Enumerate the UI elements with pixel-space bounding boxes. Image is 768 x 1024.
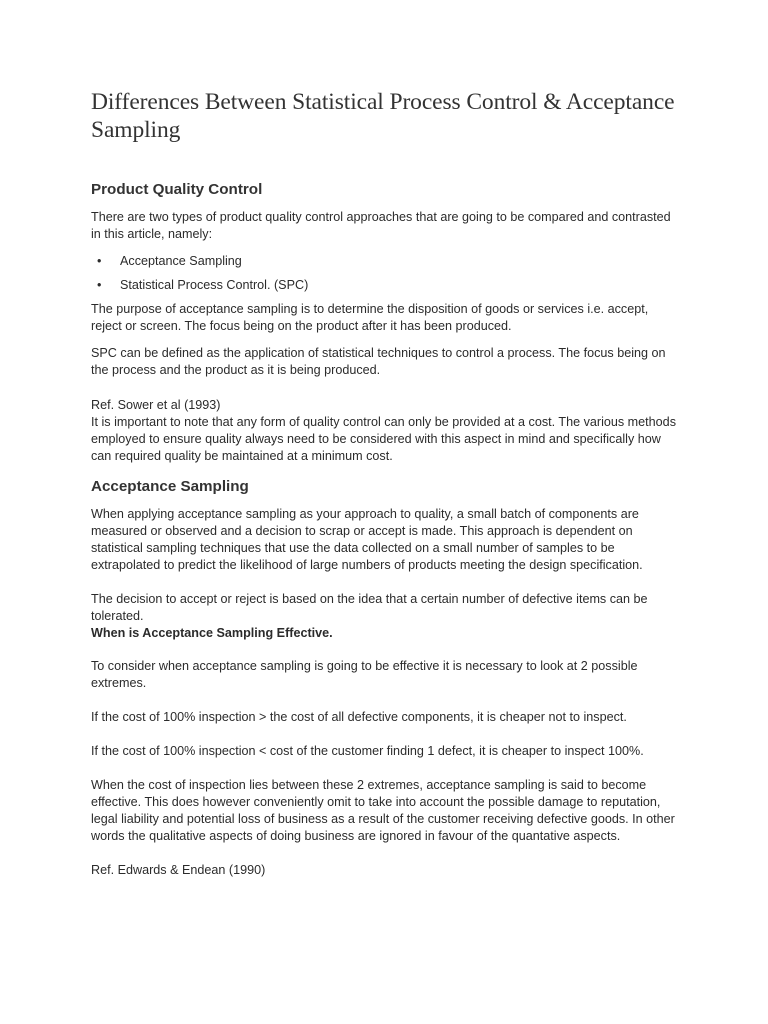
acceptance-purpose-paragraph: The purpose of acceptance sampling is to determine the disposition of goods or services i.e. accept, reject or screen. The focus being on the product after it has been produced. (91, 302, 649, 333)
document-page (91, 88, 681, 879)
acceptance-approach-paragraph: When applying acceptance sampling as your approach to quality, a small batch of components are measured or observed and a decision to scrap or accept is made. This approach is dependent on statistical sampling techniques that use the data collected on a small number of samples to be extrapolated to predict the likelihood of large numbers of products meeting the design specification. (91, 507, 643, 572)
inspection-between-paragraph: When the cost of inspection lies between these 2 extremes, acceptance sampling is said to become effective. This does however conveniently omit to take into account the possible damage to reputation, legal liability and potential loss of business as a result of the customer receiving defective goods. In other words the qualitative aspects of doing business are ignored in favour of the quantative aspects. (91, 778, 675, 843)
list-item (91, 253, 681, 270)
effective-subheading (91, 625, 681, 642)
bullet-icon: • (97, 278, 102, 292)
section-heading-product-quality-control: Product Quality Control (91, 181, 263, 198)
list-item-label: Acceptance Sampling (120, 254, 242, 268)
cheaper-inspect-paragraph: If the cost of 100% inspection < cost of the customer finding 1 defect, it is cheaper to inspect 100%. (91, 744, 644, 758)
effective-subheading-text: When is Acceptance Sampling Effective. (91, 626, 333, 640)
approach-list (91, 253, 681, 294)
cheaper-not-inspect-paragraph: If the cost of 100% inspection > the cost of all defective components, it is cheaper not to inspect. (91, 710, 627, 724)
reference-sower: Ref. Sower et al (1993) (91, 398, 221, 412)
list-item-label: Statistical Process Control. (SPC) (120, 278, 309, 292)
intro-paragraph: There are two types of product quality control approaches that are going to be compared and contrasted in this article, namely: (91, 210, 671, 241)
bullet-icon: • (97, 254, 102, 268)
spc-definition-paragraph: SPC can be defined as the application of statistical techniques to control a process. The focus being on the process and the product as it is being produced. (91, 346, 666, 377)
extremes-paragraph: To consider when acceptance sampling is going to be effective it is necessary to look at 2 possible extremes. (91, 659, 638, 690)
section-heading-acceptance-sampling: Acceptance Sampling (91, 478, 249, 495)
list-item (91, 277, 681, 294)
document-title: Differences Between Statistical Process Control & Acceptance Sampling (91, 89, 675, 143)
decision-paragraph: The decision to accept or reject is based on the idea that a certain number of defective items can be tolerated. (91, 592, 648, 623)
cost-note-paragraph: It is important to note that any form of quality control can only be provided at a cost. The various methods employed to ensure quality always need to be considered with this aspect in mind and specifically how can required quality be maintained at a minimum cost. (91, 415, 676, 463)
reference-edwards: Ref. Edwards & Endean (1990) (91, 863, 266, 877)
